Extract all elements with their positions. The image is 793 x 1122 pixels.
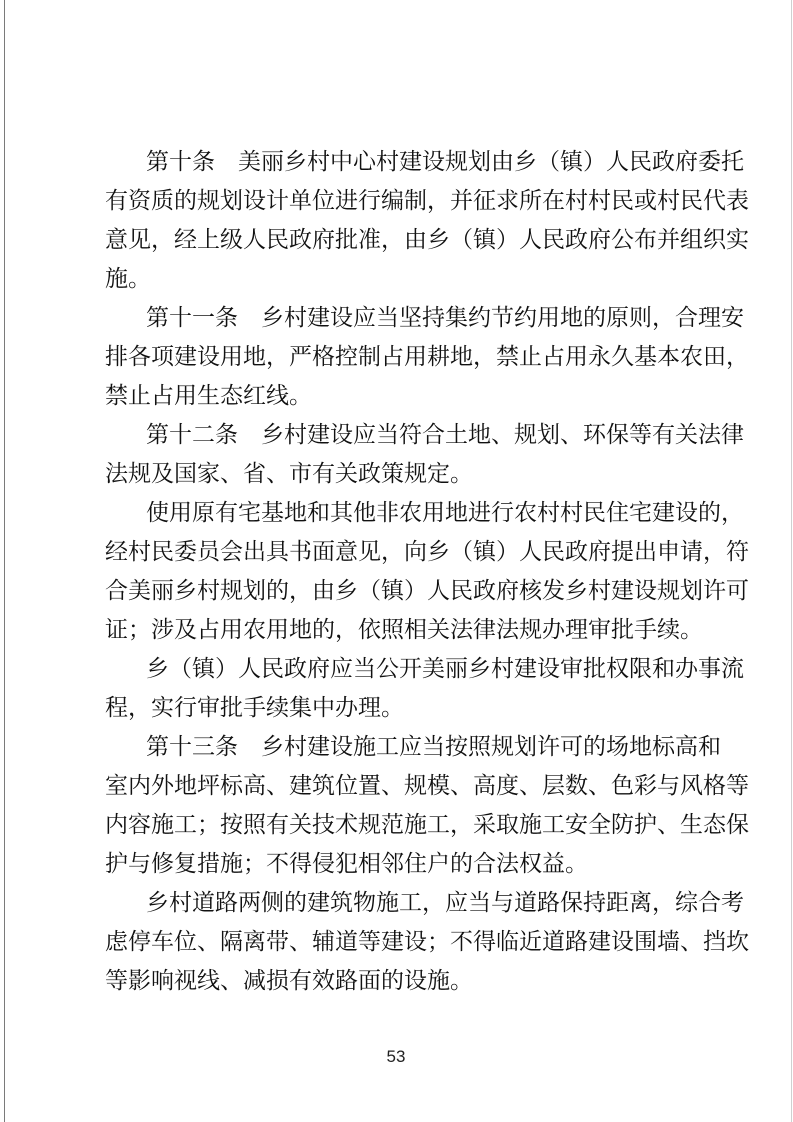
page-number: 53 — [386, 1047, 406, 1066]
text-line: 乡村道路两侧的建筑物施工，应当与道路保持距离，综合考 — [146, 890, 744, 916]
text-line: 等影响视线、减损有效路面的设施。 — [105, 968, 473, 994]
text-line: 虑停车位、隔离带、辅道等建设；不得临近道路建设围墙、挡坎 — [105, 929, 749, 955]
text-line: 第十条 美丽乡村中心村建设规划由乡（镇）人民政府委托 — [146, 149, 744, 175]
text-line: 使用原有宅基地和其他非农用地进行农村村民住宅建设的， — [146, 500, 744, 526]
text-line: 证；涉及占用农用地的，依照相关法律法规办理审批手续。 — [105, 617, 703, 643]
text-line: 意见，经上级人民政府批准，由乡（镇）人民政府公布并组织实 — [105, 227, 749, 253]
text-line: 合美丽乡村规划的，由乡（镇）人民政府核发乡村建设规划许可 — [105, 578, 749, 604]
text-line: 内容施工；按照有关技术规范施工，采取施工安全防护、生态保 — [105, 812, 749, 838]
text-line: 施。 — [105, 266, 151, 292]
text-line: 程，实行审批手续集中办理。 — [105, 695, 404, 721]
text-line: 第十三条 乡村建设施工应当按照规划许可的场地标高和 — [146, 734, 721, 760]
text-line: 经村民委员会出具书面意见，向乡（镇）人民政府提出申请，符 — [105, 539, 749, 565]
right-margin-rule — [791, 0, 792, 1122]
text-line: 有资质的规划设计单位进行编制，并征求所在村村民或村民代表 — [105, 188, 749, 214]
text-line: 第十一条 乡村建设应当坚持集约节约用地的原则，合理安 — [146, 305, 744, 331]
text-line: 排各项建设用地，严格控制占用耕地，禁止占用永久基本农田， — [105, 344, 749, 370]
text-line: 第十二条 乡村建设应当符合土地、规划、环保等有关法律 — [146, 422, 744, 448]
text-line: 乡（镇）人民政府应当公开美丽乡村建设审批权限和办事流 — [146, 656, 744, 682]
text-line: 禁止占用生态红线。 — [105, 383, 312, 409]
text-line: 护与修复措施；不得侵犯相邻住户的合法权益。 — [105, 851, 588, 877]
left-margin-rule — [4, 0, 5, 1122]
text-line: 法规及国家、省、市有关政策规定。 — [105, 461, 473, 487]
text-line: 室内外地坪标高、建筑位置、规模、高度、层数、色彩与风格等 — [105, 773, 749, 799]
